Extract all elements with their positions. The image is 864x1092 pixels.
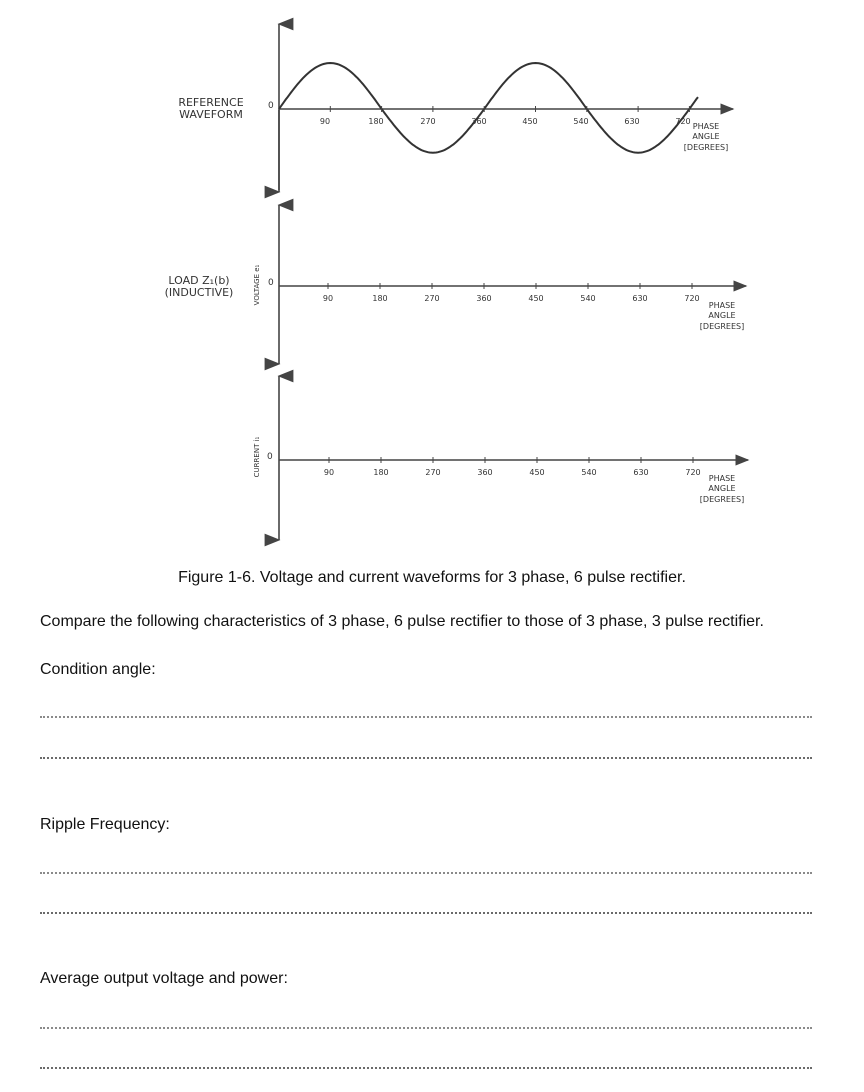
current-panel [253,376,748,540]
voltage-axis-label-line1: PHASE [708,301,736,310]
voltage-tick-label-720: 720 [684,294,700,303]
current-tick-label-270: 270 [425,468,441,477]
reference-tick-label-90: 90 [319,117,331,126]
voltage-axis-label-line2: ANGLE [708,311,736,320]
reference-label-line1: REFERENCE [178,96,244,109]
reference-axis-label-line2: ANGLE [692,132,720,141]
voltage-tick-label-180: 180 [372,294,388,303]
voltage-axis-label: VOLTAGE e₁ [253,264,261,306]
load-label-line2: (INDUCTIVE) [164,286,234,299]
answer-line[interactable] [40,1027,812,1029]
reference-axis-label-line1: PHASE [692,122,720,131]
question-average-output-voltage-power: Average output voltage and power: [40,970,288,987]
instruction-text: Compare the following characteristics of 3 phase, 6 pulse rectifier to those of 3 phase, 3 pulse rectifier. [40,613,764,630]
current-tick-label-180: 180 [373,468,389,477]
current-tick-label-630: 630 [633,468,649,477]
question-condition-angle: Condition angle: [40,661,156,678]
reference-tick-label-180: 180 [368,117,384,126]
reference-tick-label-540: 540 [573,117,589,126]
voltage-tick-label-540: 540 [580,294,596,303]
voltage-origin-label: 0 [268,278,274,288]
current-axis-label-line2: ANGLE [708,484,736,493]
current-tick-label-540: 540 [581,468,597,477]
figure-caption: Figure 1-6. Voltage and current waveforms for 3 phase, 6 pulse rectifier. [178,569,686,586]
current-axis-label-line3: [DEGREES] [699,495,745,504]
answer-line[interactable] [40,1067,812,1069]
voltage-tick-label-630: 630 [632,294,648,303]
reference-axis-label-line3: [DEGREES] [683,143,729,152]
current-tick-label-720: 720 [685,468,701,477]
voltage-tick-label-90: 90 [322,294,334,303]
current-axis-label-line1: PHASE [708,474,736,483]
reference-sine-wave [279,63,698,153]
reference-tick-label-360: 360 [471,117,487,126]
reference-tick-label-270: 270 [420,117,436,126]
reference-panel [178,24,733,192]
voltage-axis-label-line3: [DEGREES] [699,322,745,331]
answer-line[interactable] [40,716,812,718]
reference-origin-label: 0 [268,101,274,111]
current-tick-label-450: 450 [529,468,545,477]
question-ripple-frequency: Ripple Frequency: [40,816,170,833]
current-tick-label-90: 90 [323,468,335,477]
voltage-tick-label-360: 360 [476,294,492,303]
voltage-panel [165,205,746,364]
current-tick-label-360: 360 [477,468,493,477]
reference-tick-label-720: 720 [675,117,691,126]
answer-line[interactable] [40,757,812,759]
reference-tick-label-630: 630 [624,117,640,126]
current-axis-label: CURRENT i₁ [253,436,261,478]
voltage-tick-label-450: 450 [528,294,544,303]
load-label-line1: LOAD Z₁(b) [168,274,230,287]
reference-label-line2: WAVEFORM [179,108,243,121]
current-origin-label: 0 [267,452,273,462]
answer-line[interactable] [40,912,812,914]
answer-line[interactable] [40,872,812,874]
voltage-tick-label-270: 270 [424,294,440,303]
reference-tick-label-450: 450 [522,117,538,126]
